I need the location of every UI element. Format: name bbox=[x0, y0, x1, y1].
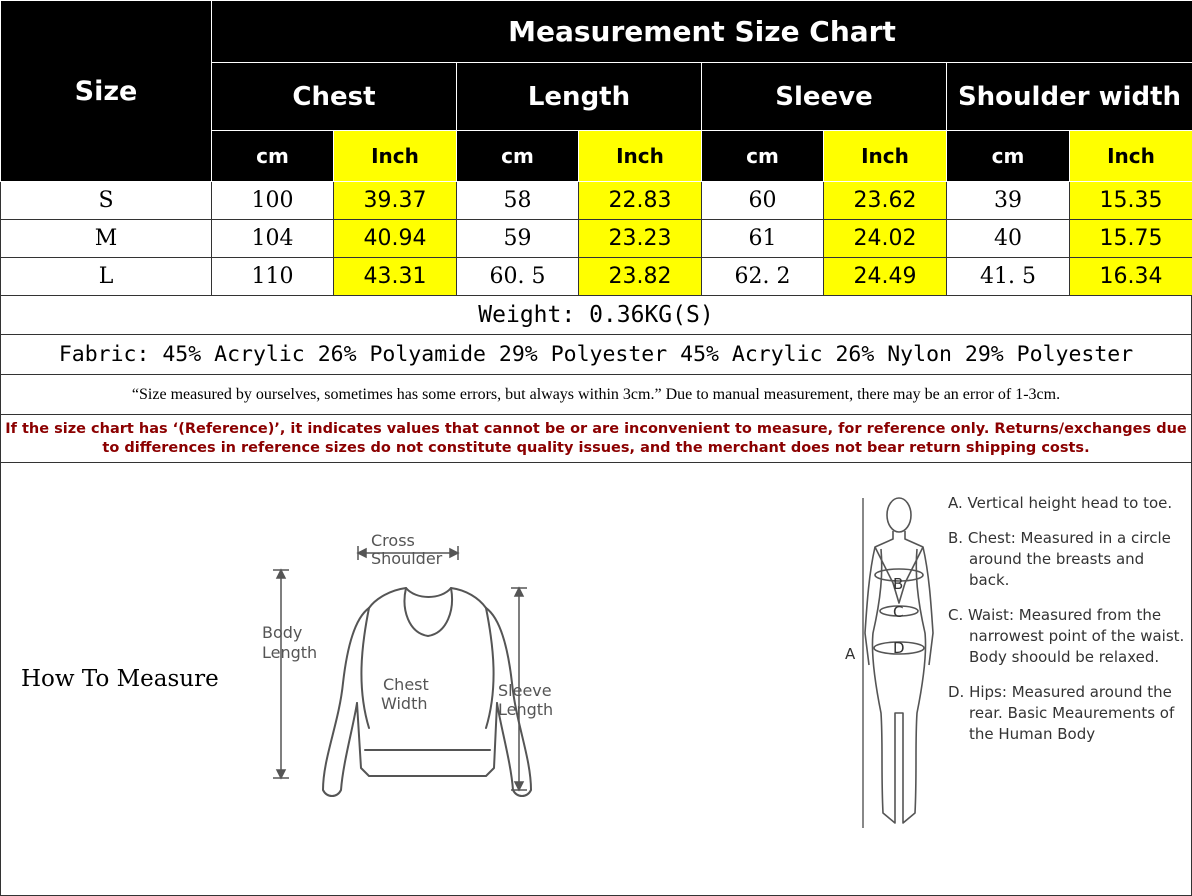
head-outline bbox=[887, 498, 911, 532]
unit-cm-header: cm bbox=[947, 131, 1070, 182]
size-cell: S bbox=[1, 182, 212, 220]
chest-cm-cell: 110 bbox=[212, 258, 334, 296]
chest-header: Chest bbox=[212, 63, 457, 131]
cross-shoulder-label-2: Shoulder bbox=[371, 549, 443, 568]
sleeve-cm-cell: 60 bbox=[702, 182, 824, 220]
shoulder-inch-cell: 15.75 bbox=[1070, 220, 1192, 258]
reference-warning-row bbox=[0, 415, 1192, 463]
unit-inch-header: Inch bbox=[824, 131, 947, 182]
neckline-outline bbox=[405, 588, 452, 636]
sleeve-header: Sleeve bbox=[702, 63, 947, 131]
unit-inch-header: Inch bbox=[579, 131, 702, 182]
label-c: C bbox=[893, 603, 904, 621]
table-row bbox=[1, 220, 1192, 258]
unit-inch-header: Inch bbox=[334, 131, 457, 182]
sleeve-inch-cell: 24.49 bbox=[824, 258, 947, 296]
sweater-diagram bbox=[251, 528, 571, 818]
warning-line-1: If the size chart has ‘(Reference)’, it indicates values that cannot be or are inconvenient to measure, for reference only. Returns/exchanges due bbox=[5, 420, 1187, 437]
chest-inch-cell: 39.37 bbox=[334, 182, 457, 220]
sleeve-length-label-1: Sleeve bbox=[498, 681, 552, 700]
unit-cm-header: cm bbox=[212, 131, 334, 182]
measurement-note-text: “Size measured by ourselves, sometimes has some errors, but always within 3cm.” Due to manual measurement, there may be an error of 1-3cm. bbox=[131, 385, 1061, 403]
shoulder-cm-cell: 39 bbox=[947, 182, 1070, 220]
sleeve-cm-cell: 61 bbox=[702, 220, 824, 258]
definition-c: C. Waist: Measured from the narrowest point of the waist. Body shoould be relaxed. bbox=[948, 606, 1185, 666]
length-header: Length bbox=[457, 63, 702, 131]
arrow-head bbox=[358, 549, 366, 557]
warning-line-2: to differences in reference sizes do not constitute quality issues, and the merchant does not bear return shipping costs. bbox=[102, 439, 1090, 456]
measurement-definitions bbox=[948, 493, 1188, 759]
chest-width-label-2: Width bbox=[381, 694, 428, 713]
sleeve-inch-cell: 23.62 bbox=[824, 182, 947, 220]
arrow-head bbox=[450, 549, 458, 557]
body-length-label-2: Length bbox=[262, 643, 318, 662]
chest-cm-cell: 100 bbox=[212, 182, 334, 220]
how-to-measure-label: How To Measure bbox=[21, 666, 219, 692]
shoulder-cm-cell: 41. 5 bbox=[947, 258, 1070, 296]
chest-inch-cell: 43.31 bbox=[334, 258, 457, 296]
length-inch-cell: 23.82 bbox=[579, 258, 702, 296]
length-inch-cell: 22.83 bbox=[579, 182, 702, 220]
sleeve-inch-cell: 24.02 bbox=[824, 220, 947, 258]
definition-b: B. Chest: Measured in a circle around the breasts and back. bbox=[948, 529, 1171, 589]
shoulder-inch-cell: 16.34 bbox=[1070, 258, 1192, 296]
shoulder-width-header: Shoulder width bbox=[947, 63, 1192, 131]
fabric-text: Fabric: 45% Acrylic 26% Polyamide 29% Polyester 45% Acrylic 26% Nylon 29% Polyester bbox=[58, 342, 1134, 367]
label-d: D bbox=[893, 639, 905, 657]
body-outline bbox=[357, 703, 497, 776]
unit-cm-header: cm bbox=[457, 131, 579, 182]
length-inch-cell: 23.23 bbox=[579, 220, 702, 258]
unit-cm-header: cm bbox=[702, 131, 824, 182]
weight-text: Weight: 0.36KG(S) bbox=[478, 302, 714, 328]
size-cell: M bbox=[1, 220, 212, 258]
table-row bbox=[1, 258, 1192, 296]
human-body-diagram bbox=[841, 483, 951, 843]
chest-cm-cell: 104 bbox=[212, 220, 334, 258]
label-a: A bbox=[845, 645, 856, 663]
how-to-measure-section bbox=[0, 463, 1192, 896]
size-cell: L bbox=[1, 258, 212, 296]
chart-title: Measurement Size Chart bbox=[212, 1, 1192, 63]
length-cm-cell: 59 bbox=[457, 220, 579, 258]
shoulder-inch-cell: 15.35 bbox=[1070, 182, 1192, 220]
fabric-row bbox=[0, 335, 1192, 375]
sleeve-cm-cell: 62. 2 bbox=[702, 258, 824, 296]
unit-inch-header: Inch bbox=[1070, 131, 1192, 182]
measurement-note-row bbox=[0, 375, 1192, 415]
table-row bbox=[1, 182, 1192, 220]
sleeve-length-label-2: Length bbox=[498, 700, 554, 719]
shoulder-outline bbox=[369, 588, 486, 608]
definition-d: D. Hips: Measured around the rear. Basic Meaurements of the Human Body bbox=[948, 683, 1175, 743]
length-cm-cell: 58 bbox=[457, 182, 579, 220]
definition-a: A. Vertical height head to toe. bbox=[948, 494, 1173, 512]
shoulder-cm-cell: 40 bbox=[947, 220, 1070, 258]
size-chart-table bbox=[0, 0, 1192, 296]
label-b: B bbox=[893, 575, 904, 593]
chest-inch-cell: 40.94 bbox=[334, 220, 457, 258]
cross-shoulder-label-1: Cross bbox=[371, 531, 415, 550]
length-cm-cell: 60. 5 bbox=[457, 258, 579, 296]
weight-row bbox=[0, 296, 1192, 335]
body-length-label-1: Body bbox=[262, 623, 303, 642]
size-column-header: Size bbox=[1, 1, 212, 182]
chest-width-label-1: Chest bbox=[383, 675, 429, 694]
